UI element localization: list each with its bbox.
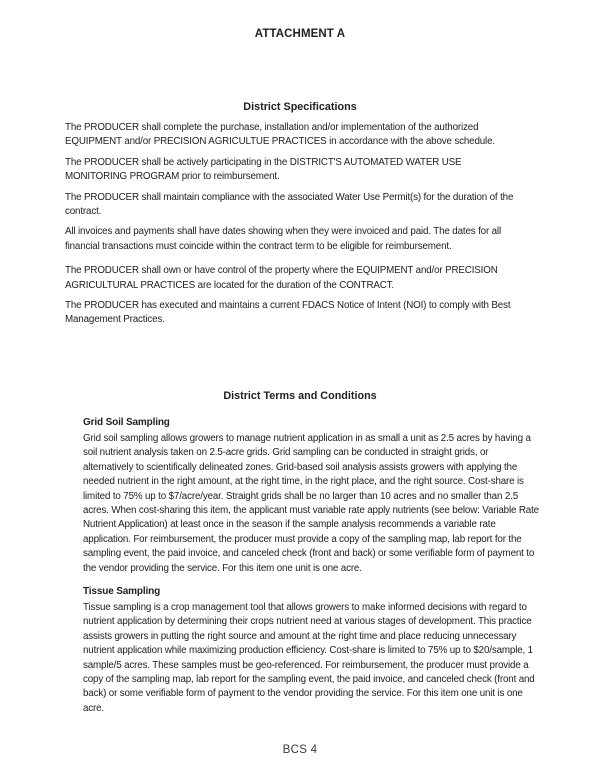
spec-paragraph-6: The PRODUCER has executed and maintains a current FDACS Notice of Intent (NOI) to comply with Best Management Practices. [65,300,511,326]
spec-paragraph-3: The PRODUCER shall maintain compliance with the associated Water Use Permit(s) for the duration of the contract. [65,191,514,218]
spec-paragraph-1: The PRODUCER shall complete the purchase, installation and/or implementation of the authorized EQUIPMENT and/or PRECISION AGRICULTUE PRACTICES in accordance with the above schedule. [65,122,495,148]
page-number: BCS 4 [282,744,318,756]
subsection-body-tissue-sampling: Tissue sampling is a crop management tool that allows growers to make informed decisions with regard to nutrient application by determining their crops nutrient need at various stages of development. This practice assists growers in putting the right source and amount at the right time and place reducing unnecessary nutrient application while maximizing production efficiency. Cost-share is limited to 75% up to $20/sample, 1 sample/5 acres. These samples must be geo-referenced. For reimbursement, the producer must provide a copy of the sampling map, lab report for the sampling event, the paid invoice, and canceled check (front and back) or some verifiable form of payment to the vendor providing the service. For this item one unit is one acre. [83,601,535,714]
subsection-title-tissue-sampling: Tissue Sampling [83,585,161,597]
spec-paragraph-5: The PRODUCER shall own or have control of the property where the EQUIPMENT and/or PRECISION AGRICULTURAL PRACTICES are located for the duration of the CONTRACT. [65,265,498,291]
subsection-grid-soil-sampling [83,416,539,576]
subsection-title-grid-soil-sampling: Grid Soil Sampling [83,416,170,428]
district-terms-section [83,416,539,716]
spec-paragraph-2: The PRODUCER shall be actively participating in the DISTRICT'S AUTOMATED WATER USE MONITORING PROGRAM prior to reimbursement. [65,156,462,183]
subsection-body-grid-soil-sampling: Grid soil sampling allows growers to manage nutrient application in as small a unit as 2.5 acres by having a soil nutrient analysis taken on 2.5-acre grids. Grid sampling can be conducted in straight grids, or alternatively to scientifically delineated zones. Grid-based soil analysis assists growers with applying the needed nutrient in the right amount, at the right time, in the right place, and the right source. Cost-share is limited to 75% up to $7/acre/year. Straight grids shall be no larger than 10 acres and no smaller than 2.5 acres. When cost-sharing this item, the applicant must variable rate apply nutrients (see below: Variable Rate Nutrient Application) at least once in the season if the sample analysis recommends a variable rate application. For reimbursement, the producer must provide a copy of the sampling map, lab report for the sampling event, the paid invoice, and canceled check (front and back) or some verifiable form of payment to the vendor providing the service. For this item one unit is one acre. [83,432,539,574]
spec-paragraph-4: All invoices and payments shall have dates showing when they were invoiced and paid. The dates for all financial transactions must coincide within the contract term to be eligible for reimbursement. [65,226,501,252]
document-title: ATTACHMENT A [254,28,346,40]
section-heading-district-terms-and-conditions: District Terms and Conditions [223,389,377,402]
section-heading-district-specifications: District Specifications [243,101,357,113]
district-specifications-section [65,121,525,328]
subsection-tissue-sampling [83,585,539,716]
